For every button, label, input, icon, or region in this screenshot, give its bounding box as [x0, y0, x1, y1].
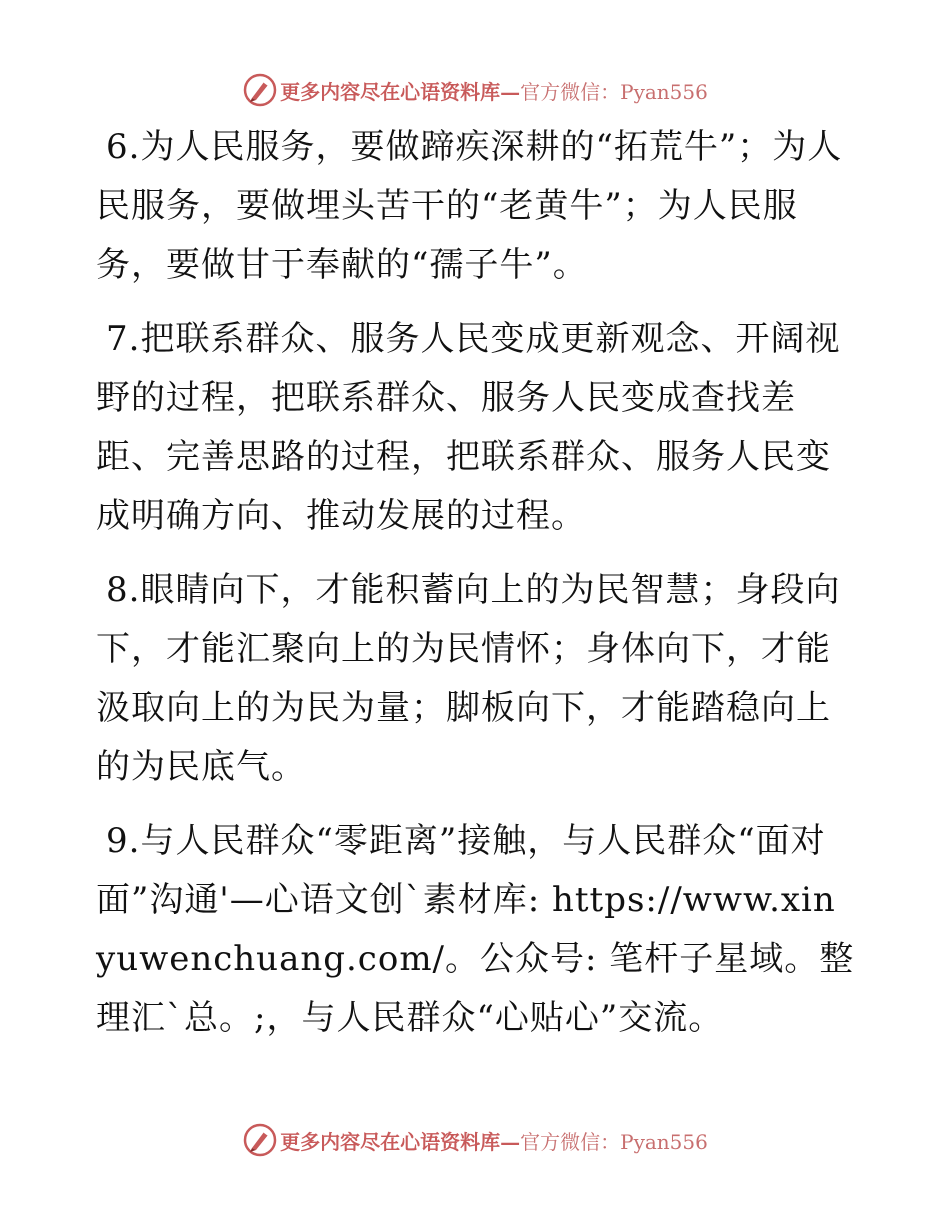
paragraph-text: 把联系群众、服务人民变成更新观念、开阔视野的过程，把联系群众、服务人民变成查找差距、完善思路的过程，把联系群众、服务人民变成明确方向、推动发展的过程。 — [96, 319, 841, 536]
paragraph-text: 为人民服务，要做蹄疾深耕的“拓荒牛”；为人民服务，要做埋头苦干的“老黄牛”；为人民服务，要做甘于奉献的“孺子牛”。 — [96, 127, 843, 285]
header-banner-main: 更多内容尽在心语资料库— — [280, 79, 521, 104]
paragraph-9 — [96, 812, 856, 1048]
footer-banner-wechat: 官方微信：Pyan556 — [520, 1129, 708, 1154]
footer-banner-main: 更多内容尽在心语资料库— — [280, 1129, 521, 1154]
pen-logo-icon — [242, 1122, 278, 1158]
paragraph-7 — [96, 310, 856, 546]
header-banner-text — [280, 76, 708, 105]
document-body — [96, 118, 856, 1063]
paragraph-6 — [96, 118, 856, 295]
paragraph-number: 7. — [106, 319, 141, 359]
footer-banner — [0, 1120, 950, 1160]
header-banner — [0, 70, 950, 110]
paragraph-number: 8. — [106, 570, 141, 610]
paragraph-text: 与人民群众“零距离”接触，与人民群众“面对面”沟通'—心语文创`素材库: https://www.xinyuwenchuang.com/。公众号: 笔杆子星域。整理汇`总。;，与人民群众“心贴心”交流。 — [96, 821, 855, 1038]
paragraph-8 — [96, 561, 856, 797]
paragraph-number: 6. — [106, 127, 141, 167]
header-banner-wechat: 官方微信：Pyan556 — [520, 79, 708, 104]
pen-logo-icon — [242, 72, 278, 108]
paragraph-text: 眼睛向下，才能积蓄向上的为民智慧；身段向下，才能汇聚向上的为民情怀；身体向下，才能汲取向上的为民为量；脚板向下，才能踏稳向上的为民底气。 — [96, 570, 841, 787]
paragraph-number: 9. — [106, 821, 141, 861]
footer-banner-text — [280, 1126, 708, 1155]
